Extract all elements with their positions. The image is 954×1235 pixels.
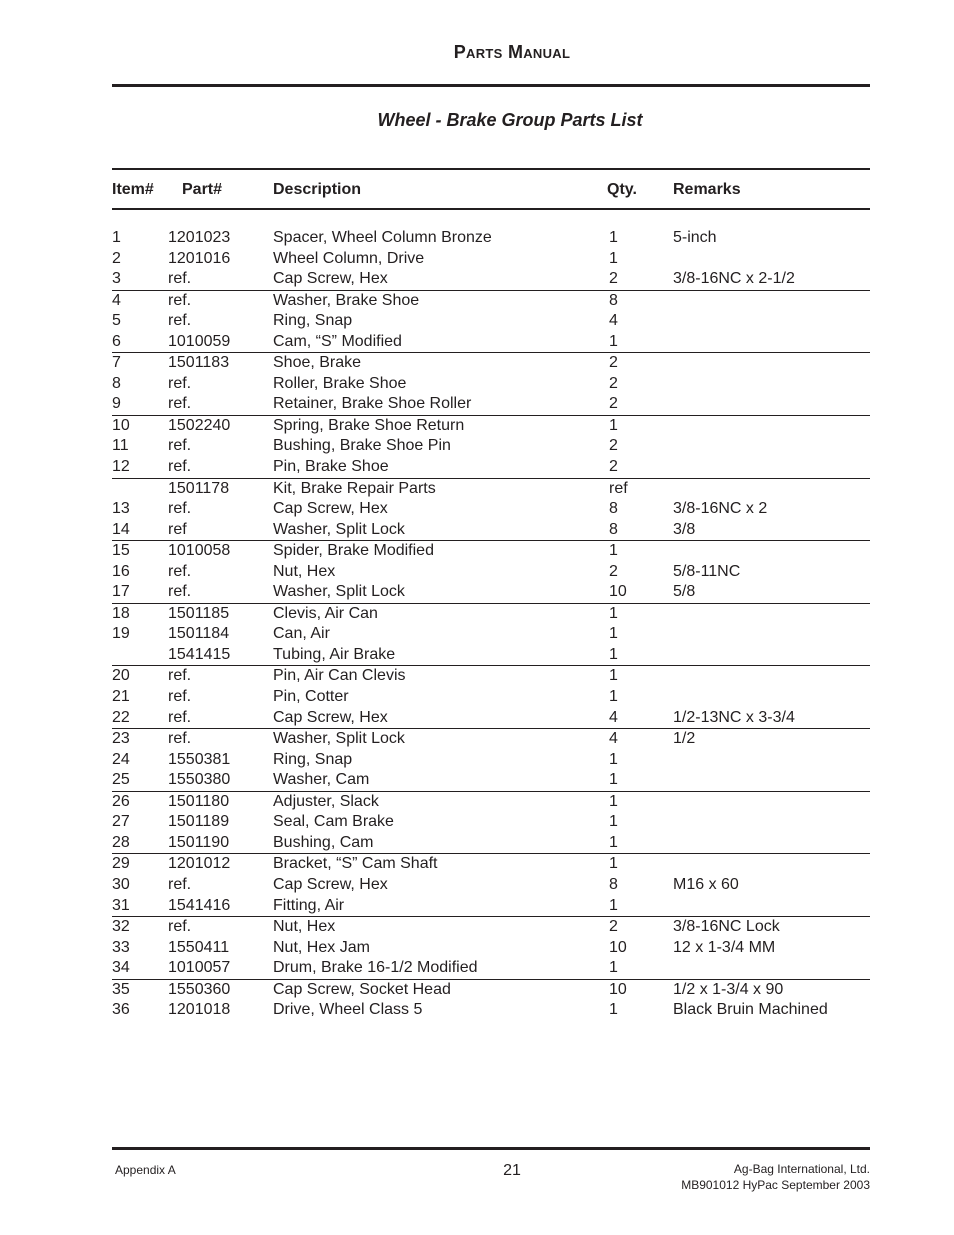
quantity-cell: 8: [609, 291, 618, 309]
table-row: [112, 311, 870, 332]
part-number-cell: 1501190: [168, 833, 230, 851]
item-number-cell: 15: [112, 542, 130, 560]
part-number-cell: ref.: [168, 374, 192, 392]
quantity-cell: 1: [609, 896, 618, 914]
item-number-cell: 35: [112, 980, 130, 998]
quantity-cell: 1: [609, 792, 618, 810]
item-number-cell: 14: [112, 520, 130, 538]
table-row: [112, 249, 870, 270]
item-number-cell: 20: [112, 667, 130, 685]
description-cell: Roller, Brake Shoe: [273, 374, 407, 392]
description-cell: Wheel Column, Drive: [273, 249, 425, 267]
item-number-cell: 32: [112, 918, 130, 936]
table-row: [112, 269, 870, 290]
table-row: [112, 896, 870, 917]
part-number-cell: ref.: [168, 395, 192, 413]
column-header-item: Item#: [112, 181, 154, 198]
part-number-cell: ref: [168, 520, 187, 538]
remarks-cell: 1/2: [673, 730, 696, 748]
quantity-cell: 8: [609, 500, 618, 518]
table-row: [112, 457, 870, 478]
table-header-rule: [112, 208, 870, 210]
page-number: 21: [503, 1162, 521, 1179]
table-row: [112, 290, 870, 312]
footer-rule: [112, 1147, 870, 1150]
table-row: [112, 394, 870, 415]
item-number-cell: 9: [112, 395, 121, 413]
page-header-title: Parts Manual: [453, 42, 571, 62]
description-cell: Nut, Hex: [273, 562, 336, 580]
table-row: [112, 938, 870, 959]
item-number-cell: 27: [112, 813, 130, 831]
column-header-qty: Qty.: [607, 181, 637, 198]
table-row: [112, 812, 870, 833]
table-row: [112, 665, 870, 687]
part-number-cell: ref.: [168, 437, 192, 455]
table-row: [112, 875, 870, 896]
remarks-cell: Black Bruin Machined: [673, 1001, 828, 1019]
table-row: [112, 750, 870, 771]
quantity-cell: 2: [609, 374, 618, 392]
item-number-cell: 4: [112, 291, 121, 309]
parts-table-body: [112, 228, 870, 1021]
description-cell: Washer, Split Lock: [273, 730, 405, 748]
table-row: [112, 436, 870, 457]
quantity-cell: 1: [609, 332, 618, 350]
item-number-cell: 11: [112, 437, 129, 455]
quantity-cell: 2: [609, 354, 618, 372]
quantity-cell: 1: [609, 604, 618, 622]
remarks-cell: 5-inch: [673, 229, 717, 246]
description-cell: Fitting, Air: [273, 896, 345, 914]
remarks-cell: 3/8-16NC x 2-1/2: [673, 270, 795, 288]
quantity-cell: ref: [609, 479, 628, 497]
part-number-cell: ref.: [168, 708, 192, 726]
table-row: [112, 520, 870, 541]
quantity-cell: 1: [609, 1001, 618, 1019]
part-number-cell: ref.: [168, 688, 192, 706]
description-cell: Shoe, Brake: [273, 354, 362, 372]
part-number-cell: 1501184: [168, 625, 230, 643]
description-cell: Cap Screw, Hex: [273, 875, 388, 893]
item-number-cell: 5: [112, 312, 121, 330]
table-row: [112, 478, 870, 500]
column-header-remarks: Remarks: [673, 181, 741, 198]
part-number-cell: ref.: [168, 458, 192, 476]
part-number-cell: 1201016: [168, 249, 231, 267]
description-cell: Can, Air: [273, 625, 330, 643]
quantity-cell: 4: [609, 730, 618, 748]
item-number-cell: 7: [112, 354, 121, 372]
part-number-cell: 1501178: [168, 479, 230, 497]
table-row: [112, 708, 870, 729]
description-cell: Kit, Brake Repair Parts: [273, 479, 436, 497]
quantity-cell: 2: [609, 437, 618, 455]
table-row: [112, 1000, 870, 1021]
remarks-cell: 5/8-11NC: [673, 562, 741, 580]
description-cell: Pin, Air Can Clevis: [273, 667, 406, 685]
part-number-cell: 1010059: [168, 332, 231, 350]
description-cell: Tubing, Air Brake: [273, 645, 396, 663]
part-number-cell: 1541416: [168, 896, 231, 914]
item-number-cell: 28: [112, 833, 130, 851]
item-number-cell: 8: [112, 374, 121, 392]
description-cell: Drum, Brake 16-1/2 Modified: [273, 959, 478, 977]
table-row: [112, 624, 870, 645]
part-number-cell: 1550380: [168, 771, 231, 789]
part-number-cell: ref.: [168, 312, 192, 330]
table-row: [112, 352, 870, 374]
part-number-cell: 1541415: [168, 645, 231, 663]
quantity-cell: 2: [609, 270, 618, 288]
table-row: [112, 958, 870, 979]
table-row: [112, 332, 870, 353]
description-cell: Nut, Hex: [273, 918, 336, 936]
description-cell: Clevis, Air Can: [273, 604, 378, 622]
part-number-cell: ref.: [168, 918, 192, 936]
part-number-cell: 1501189: [168, 813, 230, 831]
part-number-cell: 1501185: [168, 604, 230, 622]
description-cell: Washer, Split Lock: [273, 520, 405, 538]
quantity-cell: 1: [609, 645, 618, 663]
table-row: [112, 582, 870, 603]
item-number-cell: 34: [112, 959, 130, 977]
description-cell: Adjuster, Slack: [273, 792, 379, 810]
item-number-cell: 6: [112, 332, 121, 350]
description-cell: Cap Screw, Hex: [273, 708, 388, 726]
table-row: [112, 916, 870, 938]
part-number-cell: 1502240: [168, 416, 231, 434]
quantity-cell: 8: [609, 875, 618, 893]
table-row: [112, 499, 870, 520]
table-row: [112, 540, 870, 562]
quantity-cell: 4: [609, 312, 618, 330]
quantity-cell: 1: [609, 229, 618, 246]
part-number-cell: ref.: [168, 500, 192, 518]
description-cell: Cap Screw, Socket Head: [273, 980, 451, 998]
part-number-cell: ref.: [168, 730, 192, 748]
item-number-cell: 19: [112, 625, 130, 643]
quantity-cell: 1: [609, 771, 618, 789]
description-cell: Seal, Cam Brake: [273, 813, 394, 831]
description-cell: Cap Screw, Hex: [273, 500, 388, 518]
column-header-description: Description: [273, 181, 362, 198]
remarks-cell: 5/8: [673, 583, 696, 601]
table-row: [112, 770, 870, 791]
part-number-cell: 1501180: [168, 792, 230, 810]
item-number-cell: 24: [112, 750, 130, 768]
table-row: [112, 687, 870, 708]
quantity-cell: 1: [609, 813, 618, 831]
description-cell: Ring, Snap: [273, 312, 353, 330]
quantity-cell: 1: [609, 688, 618, 706]
table-row: [112, 603, 870, 625]
part-number-cell: 1550411: [168, 938, 230, 956]
part-number-cell: ref.: [168, 562, 192, 580]
description-cell: Cam, “S” Modified: [273, 332, 402, 350]
table-row: [112, 415, 870, 437]
description-cell: Ring, Snap: [273, 750, 353, 768]
description-cell: Bracket, “S” Cam Shaft: [273, 855, 438, 873]
part-number-cell: 1201012: [168, 855, 231, 873]
description-cell: Washer, Split Lock: [273, 583, 405, 601]
part-number-cell: 1201018: [168, 1001, 231, 1019]
item-number-cell: 21: [112, 688, 130, 706]
item-number-cell: 18: [112, 604, 130, 622]
item-number-cell: 16: [112, 562, 130, 580]
item-number-cell: 13: [112, 500, 130, 518]
description-cell: Bushing, Cam: [273, 833, 374, 851]
table-row: [112, 853, 870, 875]
item-number-cell: 36: [112, 1001, 130, 1019]
footer-doc-ref: MB901012 HyPac September 2003: [681, 1178, 870, 1192]
description-cell: Pin, Brake Shoe: [273, 458, 389, 476]
part-number-cell: 1501183: [168, 354, 230, 372]
quantity-cell: 10: [609, 583, 627, 601]
remarks-cell: 3/8-16NC Lock: [673, 918, 780, 936]
quantity-cell: 1: [609, 416, 618, 434]
item-number-cell: 25: [112, 771, 130, 789]
part-number-cell: 1010057: [168, 959, 231, 977]
quantity-cell: 2: [609, 562, 618, 580]
quantity-cell: 10: [609, 980, 627, 998]
quantity-cell: 2: [609, 458, 618, 476]
table-row: [112, 562, 870, 583]
quantity-cell: 1: [609, 833, 618, 851]
parts-list-title: Wheel - Brake Group Parts List: [377, 110, 643, 130]
item-number-cell: 31: [112, 896, 130, 914]
item-number-cell: 17: [112, 583, 130, 601]
item-number-cell: 29: [112, 855, 130, 873]
quantity-cell: 10: [609, 938, 627, 956]
remarks-cell: 1/2 x 1-3/4 x 90: [673, 980, 784, 998]
item-number-cell: 2: [112, 249, 121, 267]
item-number-cell: 22: [112, 708, 130, 726]
quantity-cell: 8: [609, 520, 618, 538]
footer-appendix: Appendix A: [115, 1163, 176, 1177]
remarks-cell: 3/8-16NC x 2: [673, 500, 768, 518]
table-row: [112, 979, 870, 1001]
item-number-cell: 26: [112, 792, 130, 810]
quantity-cell: 4: [609, 708, 618, 726]
quantity-cell: 1: [609, 667, 618, 685]
quantity-cell: 1: [609, 959, 618, 977]
description-cell: Drive, Wheel Class 5: [273, 1001, 423, 1019]
footer-publisher: [681, 1161, 870, 1193]
description-cell: Spider, Brake Modified: [273, 542, 434, 560]
quantity-cell: 1: [609, 249, 618, 267]
description-cell: Washer, Cam: [273, 771, 370, 789]
description-cell: Cap Screw, Hex: [273, 270, 388, 288]
remarks-cell: 12 x 1-3/4 MM: [673, 938, 776, 956]
description-cell: Nut, Hex Jam: [273, 938, 370, 956]
part-number-cell: ref.: [168, 875, 192, 893]
part-number-cell: ref.: [168, 270, 192, 288]
item-number-cell: 3: [112, 270, 121, 288]
column-header-part: Part#: [182, 181, 223, 198]
part-number-cell: ref.: [168, 667, 192, 685]
quantity-cell: 2: [609, 918, 618, 936]
table-row: [112, 728, 870, 750]
item-number-cell: 1: [112, 229, 121, 246]
remarks-cell: 1/2-13NC x 3-3/4: [673, 708, 795, 726]
table-row: [112, 791, 870, 813]
part-number-cell: 1550381: [168, 750, 231, 768]
table-row: [112, 645, 870, 666]
description-cell: Bushing, Brake Shoe Pin: [273, 437, 451, 455]
footer-company: Ag-Bag International, Ltd.: [733, 1162, 870, 1176]
quantity-cell: 1: [609, 750, 618, 768]
quantity-cell: 1: [609, 855, 618, 873]
table-row: [112, 228, 870, 249]
remarks-cell: 3/8: [673, 520, 696, 538]
description-cell: Spring, Brake Shoe Return: [273, 416, 465, 434]
item-number-cell: 33: [112, 938, 130, 956]
table-top-rule: [112, 168, 870, 170]
description-cell: Spacer, Wheel Column Bronze: [273, 229, 492, 246]
part-number-cell: 1201023: [168, 229, 231, 246]
header-rule: [112, 84, 870, 87]
description-cell: Pin, Cotter: [273, 688, 349, 706]
description-cell: Retainer, Brake Shoe Roller: [273, 395, 472, 413]
part-number-cell: 1010058: [168, 542, 231, 560]
item-number-cell: 10: [112, 416, 130, 434]
table-row: [112, 833, 870, 854]
part-number-cell: ref.: [168, 583, 192, 601]
item-number-cell: 30: [112, 875, 130, 893]
part-number-cell: 1550360: [168, 980, 231, 998]
description-cell: Washer, Brake Shoe: [273, 291, 420, 309]
remarks-cell: M16 x 60: [673, 875, 739, 893]
quantity-cell: 2: [609, 395, 618, 413]
quantity-cell: 1: [609, 542, 618, 560]
table-row: [112, 374, 870, 395]
quantity-cell: 1: [609, 625, 618, 643]
part-number-cell: ref.: [168, 291, 192, 309]
item-number-cell: 12: [112, 458, 130, 476]
item-number-cell: 23: [112, 730, 130, 748]
